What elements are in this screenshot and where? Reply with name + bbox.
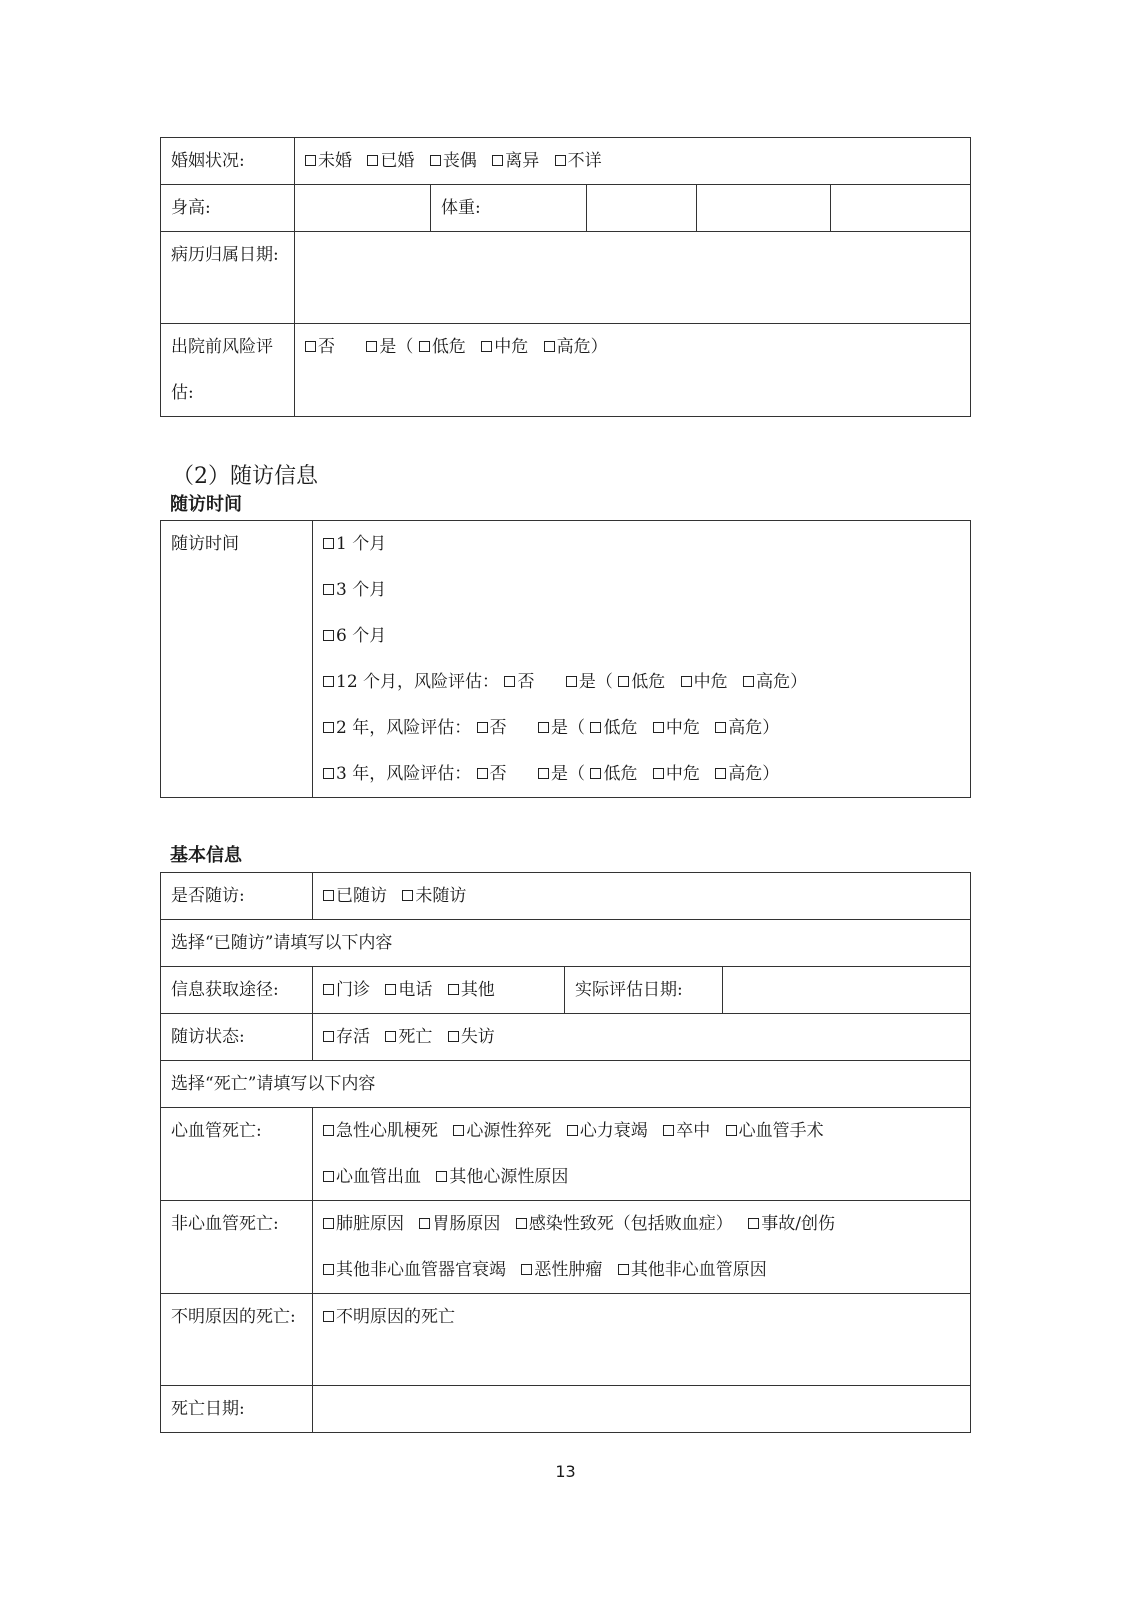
noncv-death-option[interactable]: 恶性肿瘤 [521, 1260, 602, 1280]
checkbox-icon [653, 768, 664, 779]
channel-option[interactable]: 其他 [448, 980, 495, 1000]
checkbox-icon [402, 890, 413, 901]
checkbox-icon [566, 676, 577, 687]
risk-no-option[interactable]: 否 [477, 764, 507, 784]
cv-death-option[interactable]: 心力衰竭 [567, 1121, 648, 1141]
weight-field[interactable] [587, 185, 697, 232]
checkbox-icon [448, 984, 459, 995]
option-line [323, 1108, 960, 1154]
checkbox-icon [305, 155, 316, 166]
channel-options [313, 967, 565, 1014]
followed-option[interactable]: 已随访 [323, 886, 387, 906]
risk-level-option[interactable]: 高危 [743, 672, 790, 692]
risk-level-option[interactable]: 中危 [653, 764, 700, 784]
risk-level-option[interactable]: 高危 [715, 764, 762, 784]
followed-options [313, 873, 971, 920]
blank-cell[interactable] [831, 185, 971, 232]
checkbox-icon [504, 676, 515, 687]
marital-label: 婚姻状况: [161, 138, 295, 185]
checkbox-icon [743, 676, 754, 687]
risk-yes-option[interactable]: 是（ [538, 718, 585, 738]
noncv-death-option[interactable]: 其他非心血管器官衰竭 [323, 1260, 506, 1280]
checkbox-icon [323, 890, 334, 901]
basic-info-table [160, 872, 971, 1433]
checkbox-icon [521, 1264, 532, 1275]
cv-death-options [313, 1108, 971, 1201]
period-checkbox[interactable]: 12 个月 [323, 672, 397, 692]
record-date-label: 病历归属日期: [161, 232, 295, 324]
risk-level-option[interactable]: 低危 [590, 718, 637, 738]
followed-label: 是否随访: [161, 873, 313, 920]
followup-time-label: 随访时间 [161, 521, 313, 798]
page-number: 13 [555, 1462, 576, 1481]
section-title: （2）随访信息 [172, 464, 318, 489]
cv-death-option[interactable]: 心源性猝死 [453, 1121, 551, 1141]
checkbox-icon [448, 1031, 459, 1042]
risk-no-option[interactable]: 否 [504, 672, 534, 692]
followup-option-3y: 3 年，风险评估： 否 是（ 低危 中危 高危） [323, 751, 960, 797]
patient-info-table [160, 137, 971, 417]
followup-option-1m[interactable]: 1 个月 [323, 521, 960, 567]
checkbox-icon [681, 676, 692, 687]
checkbox-icon [492, 155, 503, 166]
marital-option[interactable]: 已婚 [367, 151, 414, 171]
marital-option[interactable]: 离异 [492, 151, 539, 171]
marital-options [295, 138, 971, 185]
cv-death-option[interactable]: 卒中 [663, 1121, 710, 1141]
death-date-field[interactable] [313, 1386, 971, 1433]
risk-level-option[interactable]: 低危 [419, 337, 466, 357]
checkbox-icon [323, 676, 334, 687]
checkbox-icon [305, 341, 316, 352]
checkbox-icon [323, 722, 334, 733]
checkbox-icon [385, 1031, 396, 1042]
risk-yes-option[interactable]: 是（ [366, 337, 413, 357]
option-line [323, 1201, 960, 1247]
status-options [313, 1014, 971, 1061]
checkbox-icon [748, 1218, 759, 1229]
checkbox-icon [419, 1218, 430, 1229]
checkbox-icon [323, 1311, 334, 1322]
cv-death-option[interactable]: 急性心肌梗死 [323, 1121, 438, 1141]
cv-death-label: 心血管死亡: [161, 1108, 313, 1201]
checkbox-icon [663, 1125, 674, 1136]
cv-death-option[interactable]: 其他心源性原因 [436, 1167, 568, 1187]
marital-option[interactable]: 未婚 [305, 151, 352, 171]
checkbox-icon [590, 722, 601, 733]
checkbox-icon [323, 1264, 334, 1275]
blank-cell[interactable] [697, 185, 831, 232]
checkbox-icon [323, 1171, 334, 1182]
checkbox-icon [555, 155, 566, 166]
risk-label: 出院前风险评估: [161, 324, 295, 417]
risk-level-option[interactable]: 中危 [653, 718, 700, 738]
risk-level-option[interactable]: 中危 [481, 337, 528, 357]
noncv-death-options [313, 1201, 971, 1294]
marital-option[interactable]: 不详 [555, 151, 602, 171]
checkbox-icon [618, 1264, 629, 1275]
checkbox-icon [477, 722, 488, 733]
risk-level-option[interactable]: 高危 [544, 337, 591, 357]
followup-option-2y: 2 年，风险评估： 否 是（ 低危 中危 高危） [323, 705, 960, 751]
noncv-death-option[interactable]: 感染性致死（包括败血症） [516, 1214, 733, 1234]
checkbox-icon [715, 768, 726, 779]
cv-death-option[interactable]: 心血管手术 [726, 1121, 824, 1141]
risk-level-option[interactable]: 低危 [618, 672, 665, 692]
checkbox-icon [726, 1125, 737, 1136]
basic-info-subtitle: 基本信息 [170, 845, 242, 866]
checkbox-icon [323, 630, 334, 641]
cv-death-option[interactable]: 心血管出血 [323, 1167, 421, 1187]
checkbox-icon [323, 1218, 334, 1229]
status-option[interactable]: 失访 [448, 1027, 495, 1047]
checkbox-icon [323, 1125, 334, 1136]
height-field[interactable] [295, 185, 431, 232]
risk-level-option[interactable]: 中危 [681, 672, 728, 692]
period-checkbox[interactable]: 2 年 [323, 718, 369, 738]
risk-no-option[interactable]: 否 [305, 337, 335, 357]
checkbox-icon [323, 1031, 334, 1042]
checkbox-icon [653, 722, 664, 733]
followup-option-12m: 12 个月，风险评估： 否 是（ 低危 中危 高危） [323, 659, 960, 705]
record-date-field[interactable] [295, 232, 971, 324]
noncv-death-option[interactable]: 其他非心血管原因 [618, 1260, 767, 1280]
option-line [323, 1154, 960, 1200]
noncv-death-option[interactable]: 事故/创伤 [748, 1214, 835, 1234]
checkbox-icon [715, 722, 726, 733]
checkbox-icon [323, 584, 334, 595]
noncv-death-option[interactable]: 胃肠原因 [419, 1214, 500, 1234]
checkbox-icon [367, 155, 378, 166]
channel-label: 信息获取途径: [161, 967, 313, 1014]
fill-note-death: 选择“死亡”请填写以下内容 [161, 1061, 971, 1108]
marital-option[interactable]: 丧偶 [430, 151, 477, 171]
weight-label: 体重: [431, 185, 587, 232]
checkbox-icon [538, 722, 549, 733]
checkbox-icon [323, 538, 334, 549]
fill-note-followed: 选择“已随访”请填写以下内容 [161, 920, 971, 967]
channel-option[interactable]: 门诊 [323, 980, 370, 1000]
checkbox-icon [436, 1171, 447, 1182]
risk-yes-option[interactable]: 是（ [566, 672, 613, 692]
followed-option[interactable]: 未随访 [402, 886, 466, 906]
risk-level-option[interactable]: 低危 [590, 764, 637, 784]
eval-date-label: 实际评估日期: [565, 967, 723, 1014]
eval-date-field[interactable] [723, 967, 971, 1014]
risk-level-option[interactable]: 高危 [715, 718, 762, 738]
risk-options: 否 是（ 低危 中危 高危） [295, 324, 971, 417]
unknown-death-option[interactable]: 不明原因的死亡 [323, 1307, 455, 1327]
followup-time-options [313, 521, 971, 798]
checkbox-icon [477, 768, 488, 779]
checkbox-icon [430, 155, 441, 166]
risk-yes-option[interactable]: 是（ [538, 764, 585, 784]
checkbox-icon [618, 676, 629, 687]
status-option[interactable]: 死亡 [385, 1027, 432, 1047]
status-option[interactable]: 存活 [323, 1027, 370, 1047]
option-line [323, 1247, 960, 1293]
period-checkbox[interactable]: 3 年 [323, 764, 369, 784]
checkbox-icon [366, 341, 377, 352]
checkbox-icon [385, 984, 396, 995]
risk-no-option[interactable]: 否 [477, 718, 507, 738]
checkbox-icon [567, 1125, 578, 1136]
death-date-label: 死亡日期: [161, 1386, 313, 1433]
checkbox-icon [590, 768, 601, 779]
checkbox-icon [323, 984, 334, 995]
followup-option-6m[interactable]: 6 个月 [323, 613, 960, 659]
height-label: 身高: [161, 185, 295, 232]
checkbox-icon [419, 341, 430, 352]
checkbox-icon [516, 1218, 527, 1229]
noncv-death-label: 非心血管死亡: [161, 1201, 313, 1294]
checkbox-icon [323, 768, 334, 779]
checkbox-icon [453, 1125, 464, 1136]
followup-time-subtitle: 随访时间 [170, 494, 242, 515]
status-label: 随访状态: [161, 1014, 313, 1061]
checkbox-icon [544, 341, 555, 352]
unknown-death-options [313, 1294, 971, 1386]
checkbox-icon [538, 768, 549, 779]
channel-option[interactable]: 电话 [385, 980, 432, 1000]
followup-option-3m[interactable]: 3 个月 [323, 567, 960, 613]
followup-time-table [160, 520, 971, 798]
noncv-death-option[interactable]: 肺脏原因 [323, 1214, 404, 1234]
checkbox-icon [481, 341, 492, 352]
unknown-death-label: 不明原因的死亡: [161, 1294, 313, 1386]
